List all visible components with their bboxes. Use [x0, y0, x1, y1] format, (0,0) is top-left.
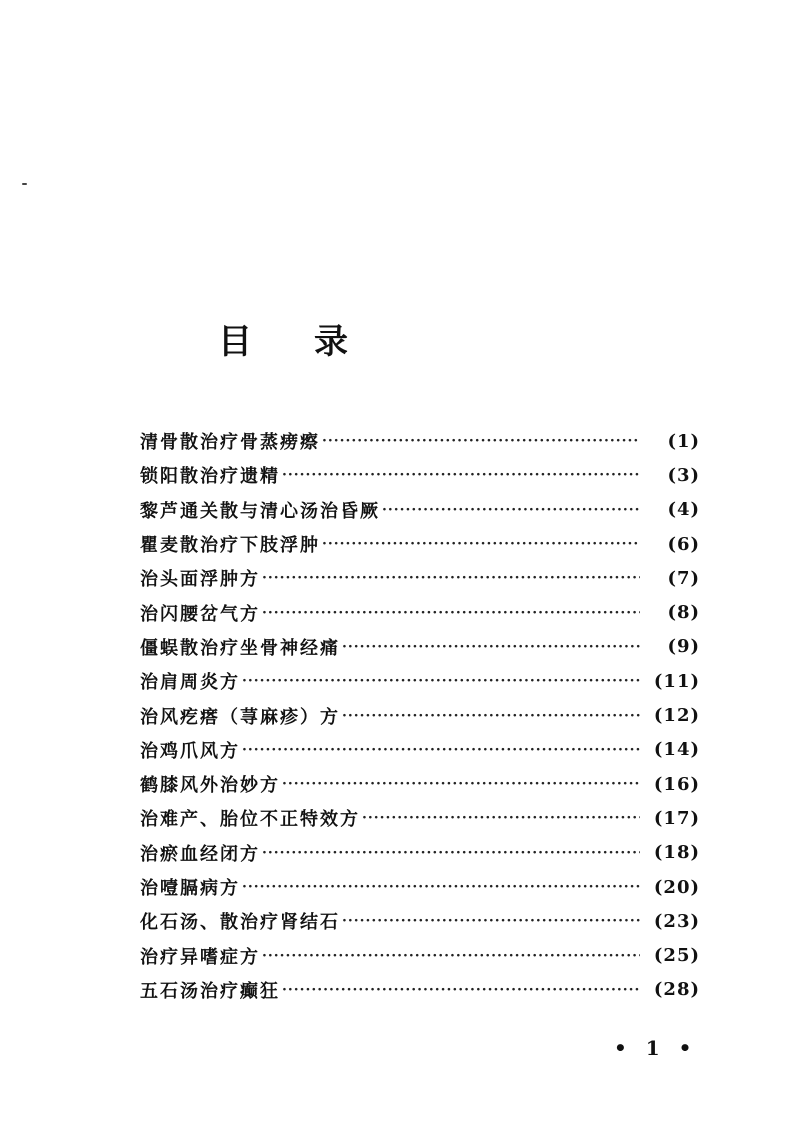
toc-entry-title: 清骨散治疗骨蒸痨瘵 — [140, 432, 320, 454]
title-char-2: 录 — [314, 322, 348, 362]
toc-entry-title: 僵蜈散治疗坐骨神经痛 — [140, 637, 340, 659]
toc-entry-title: 治闪腰岔气方 — [140, 603, 260, 625]
toc-entry[interactable] — [140, 836, 700, 870]
toc-entry[interactable] — [140, 458, 700, 492]
toc-entry-page: (20) — [653, 876, 700, 898]
dot-leader — [342, 913, 640, 929]
toc-entry[interactable] — [140, 424, 700, 458]
toc-entry-page: (23) — [653, 910, 700, 932]
toc-entry-title: 治噎膈病方 — [140, 878, 240, 899]
table-of-contents — [140, 424, 700, 1007]
toc-entry[interactable] — [140, 630, 700, 664]
dot-leader — [322, 433, 640, 449]
toc-entry-title: 治疗异嗜症方 — [140, 946, 260, 968]
title-char-1: 目 — [218, 322, 252, 362]
toc-entry[interactable] — [140, 870, 700, 904]
dot-leader — [382, 502, 640, 518]
toc-entry-page: (11) — [653, 670, 700, 692]
toc-entry-title: 五石汤治疗癫狂 — [140, 980, 280, 1002]
toc-entry[interactable] — [140, 493, 700, 527]
toc-entry-page: (16) — [653, 773, 700, 795]
toc-entry-page: (14) — [653, 739, 700, 761]
toc-entry[interactable] — [140, 698, 700, 732]
toc-entry[interactable] — [140, 904, 700, 938]
toc-entry[interactable] — [140, 938, 700, 972]
toc-entry-page: (3) — [667, 464, 700, 486]
toc-entry-page: (7) — [667, 567, 700, 589]
dot-leader — [262, 948, 640, 964]
dot-leader — [282, 467, 640, 483]
dot-leader — [262, 605, 640, 621]
toc-entry[interactable] — [140, 767, 700, 801]
toc-entry-title: 化石汤、散治疗肾结石 — [140, 912, 340, 934]
dot-leader — [242, 673, 640, 689]
dot-leader — [362, 810, 640, 826]
toc-entry-page: (25) — [653, 945, 700, 967]
toc-entry-title: 治头面浮肿方 — [140, 569, 260, 591]
toc-entry-title: 瞿麦散治疗下肢浮肿 — [140, 535, 320, 557]
dot-leader — [282, 776, 640, 792]
dot-leader — [242, 742, 640, 758]
page-title — [218, 318, 348, 366]
page-number: • 1 • — [614, 1036, 698, 1060]
toc-entry-page: (1) — [667, 430, 700, 452]
toc-entry-title: 黎芦通关散与清心汤治昏厥 — [140, 500, 380, 522]
toc-entry-title: 治肩周炎方 — [140, 672, 240, 694]
toc-entry[interactable] — [140, 595, 700, 629]
toc-entry-title: 鹤膝风外治妙方 — [140, 775, 280, 797]
toc-entry-page: (9) — [667, 636, 700, 658]
toc-entry-page: (8) — [667, 602, 700, 624]
scan-speck — [22, 183, 27, 185]
toc-entry[interactable] — [140, 527, 700, 561]
toc-entry-title: 治鸡爪风方 — [140, 740, 240, 762]
toc-entry-page: (12) — [653, 705, 700, 727]
toc-entry-title: 治瘀血经闭方 — [140, 843, 260, 865]
dot-leader — [242, 879, 640, 895]
toc-entry-page: (4) — [667, 499, 700, 521]
toc-entry-page: (6) — [667, 533, 700, 555]
dot-leader — [342, 639, 640, 655]
toc-entry[interactable] — [140, 664, 700, 698]
toc-entry[interactable] — [140, 973, 700, 1007]
toc-entry[interactable] — [140, 801, 700, 835]
toc-entry-page: (17) — [653, 807, 700, 829]
toc-entry-page: (18) — [653, 842, 700, 864]
dot-leader — [342, 708, 640, 724]
toc-entry-page: (28) — [653, 979, 700, 1001]
dot-leader — [282, 982, 640, 998]
toc-entry[interactable] — [140, 561, 700, 595]
dot-leader — [262, 570, 640, 586]
toc-entry[interactable] — [140, 733, 700, 767]
toc-entry-title: 锁阳散治疗遗精 — [140, 466, 280, 488]
toc-entry-title: 治难产、胎位不正特效方 — [140, 809, 360, 831]
dot-leader — [322, 536, 640, 552]
toc-entry-title: 治风疙瘩（荨麻疹）方 — [140, 706, 340, 728]
dot-leader — [262, 845, 640, 861]
